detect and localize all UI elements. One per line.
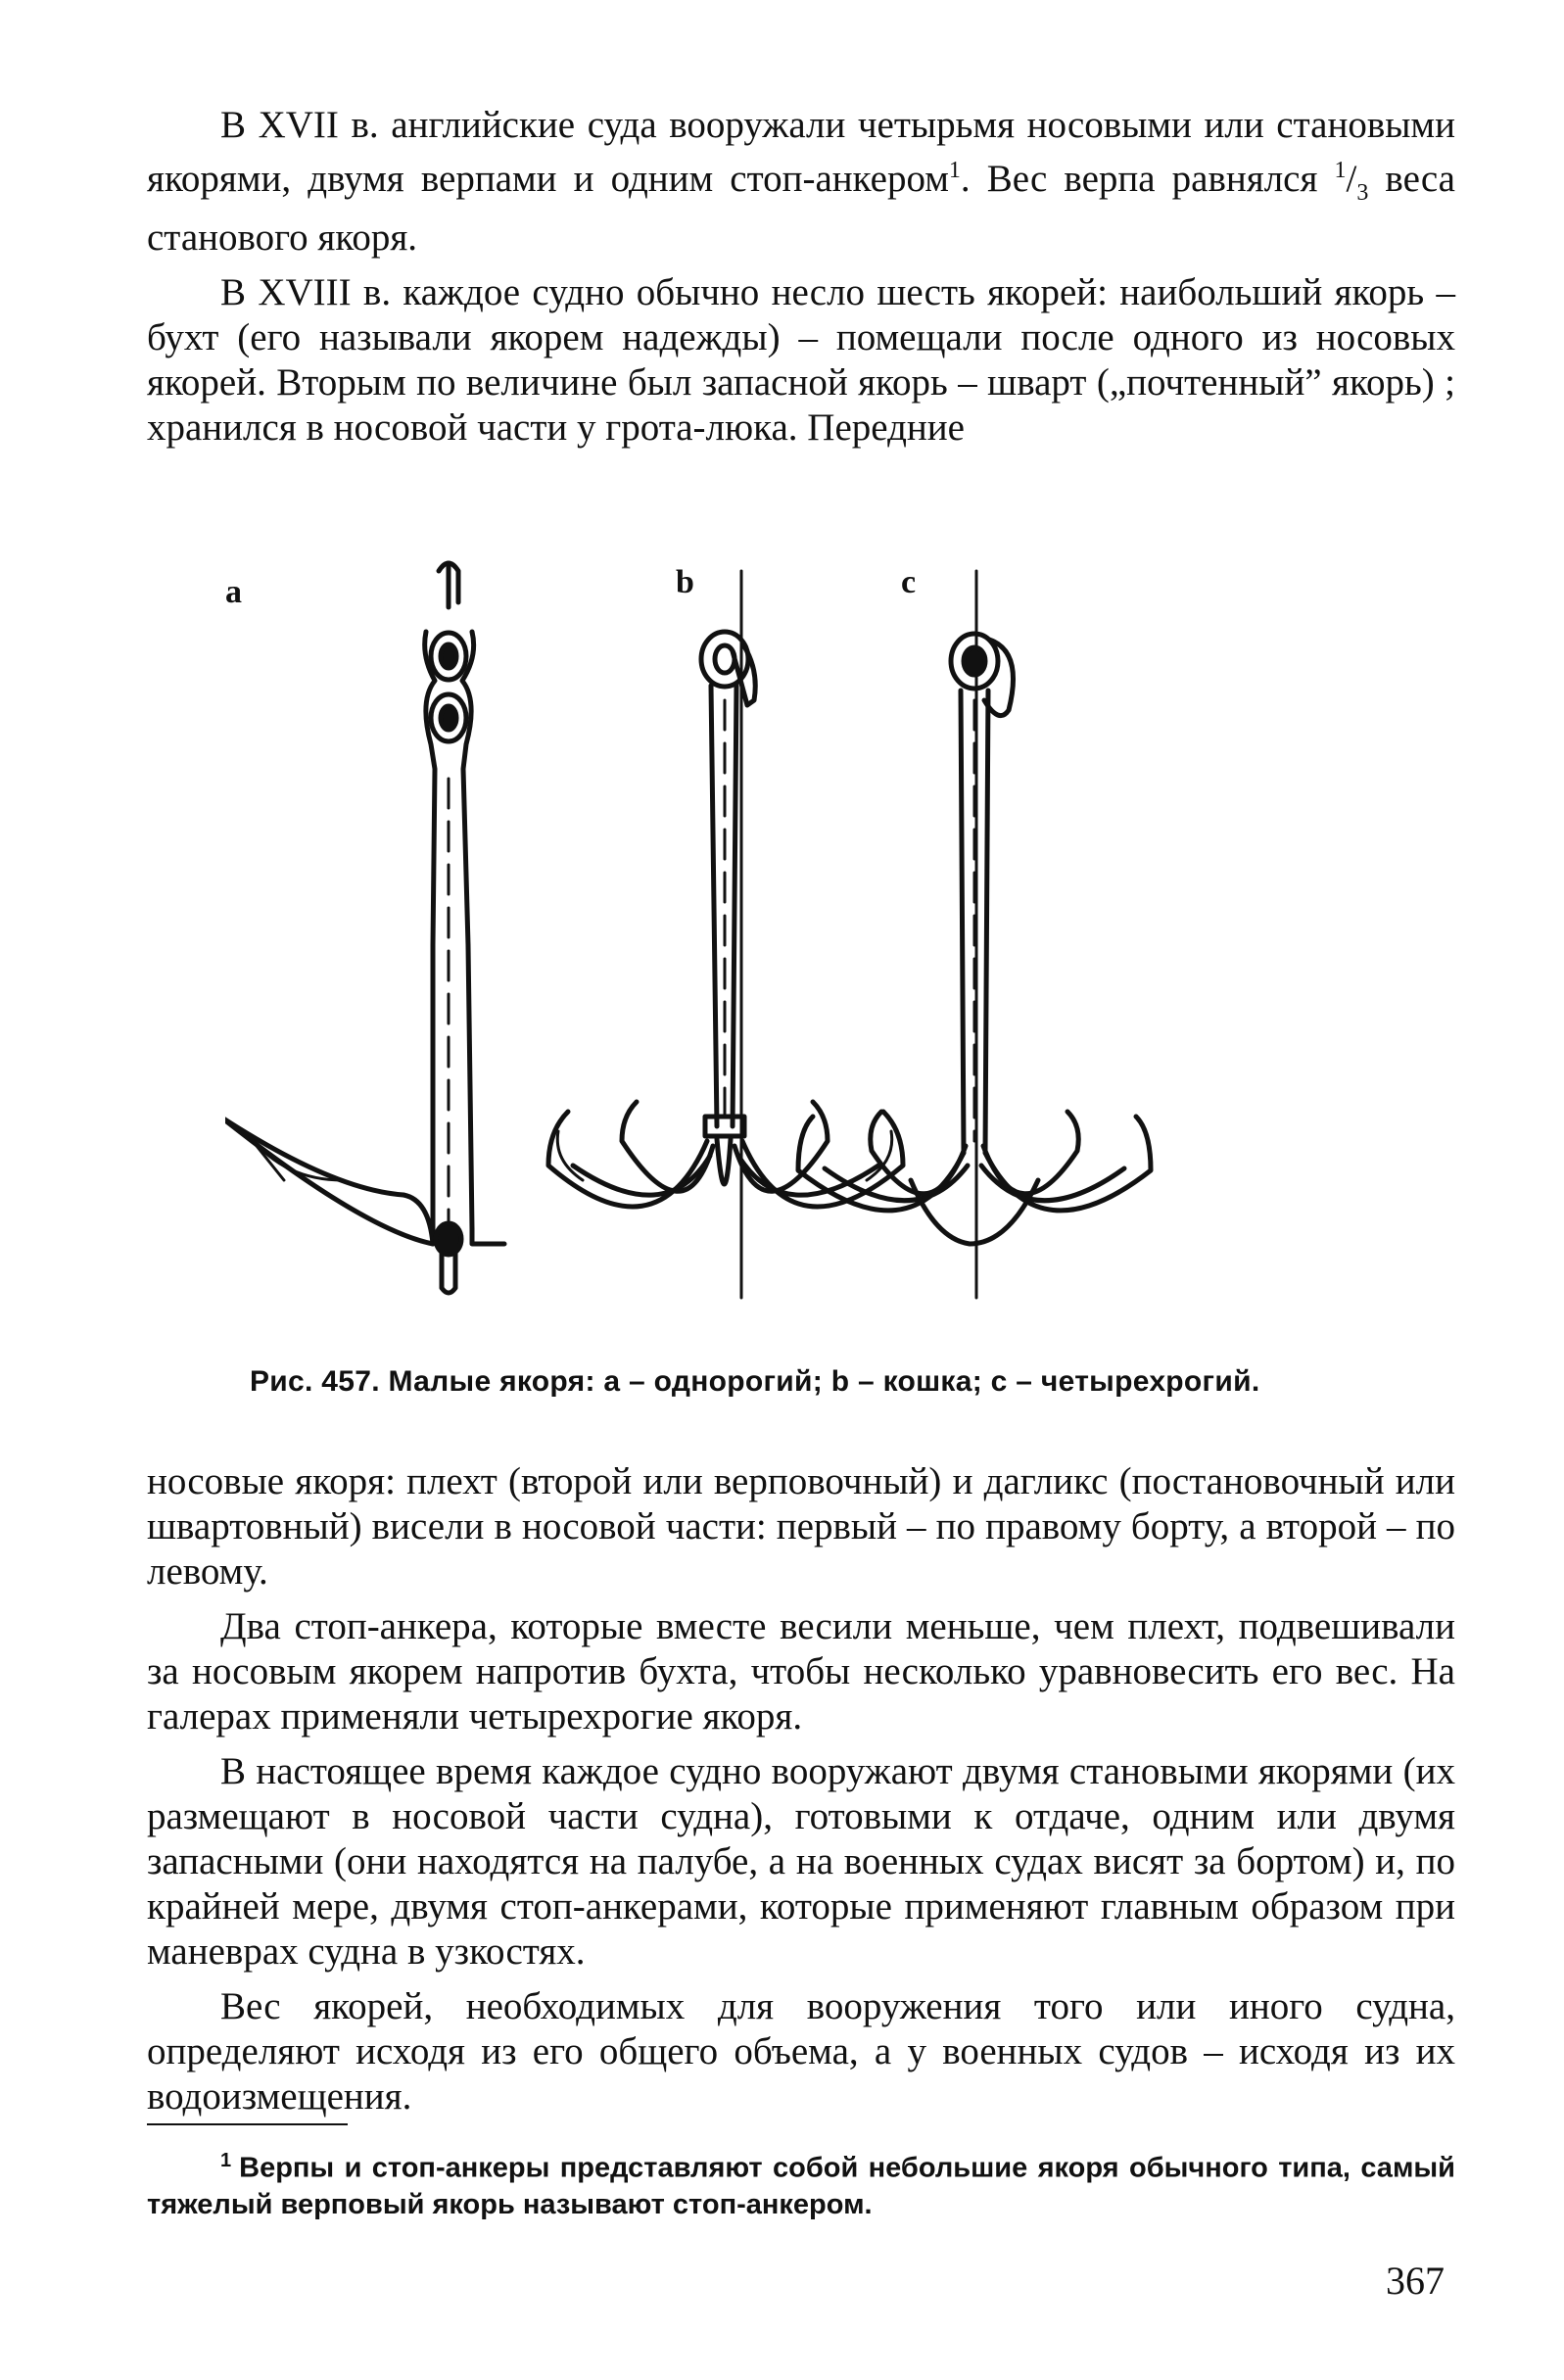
footnote-divider: [147, 2123, 348, 2125]
label-a: a: [225, 574, 242, 610]
footnote-text: Верпы и стоп-анкеры представляют собой небольшие якоря обычного типа, самый тяжелый верповый якорь называют стоп-анкером.: [147, 2152, 1455, 2220]
paragraph-1-end: веса станового якоря.: [147, 158, 1455, 259]
anchor-c-drawing: [798, 571, 1151, 1298]
anchors-figure: [225, 553, 1303, 1317]
paragraph-4: Два стоп-анкера, которые вместе весили меньше, чем плехт, подвешивали за носовым якорем напротив бухта, чтобы несколько уравновесить его вес. На галерах применяли четырехрогие якоря.: [147, 1605, 1455, 1737]
bottom-text-block: [147, 1459, 1455, 2119]
anchors-illustration: [225, 553, 1303, 1317]
label-c: c: [901, 564, 917, 600]
anchor-b-drawing: [548, 571, 903, 1298]
paragraph-1-middle: . Вес верпа равнялся: [960, 158, 1335, 200]
footnote-mark: 1: [220, 2150, 232, 2171]
page-number: 367: [1386, 2259, 1445, 2303]
figure-caption: Рис. 457. Малые якоря: а – однорогий; b – кошка; с – четырехрогий.: [250, 1365, 1260, 1398]
paragraph-3: носовые якоря: плехт (второй или верповочный) и дагликс (постановочный или швартовный) висели в носовой части: первый – по правому борту, а второй – по левому.: [147, 1460, 1455, 1593]
footnote-ref: 1: [948, 158, 961, 183]
paragraph-1: [147, 103, 1455, 261]
fraction-one-third: $^1/_3$: [1334, 158, 1369, 206]
paragraph-1-start: В XVII в. английские суда вооружали четырьмя носовыми или становыми якорями, двумя верпами и одним стоп-анкером: [147, 104, 1455, 200]
top-text-block: [147, 103, 1455, 451]
footnote: [147, 2143, 1455, 2223]
label-b: b: [676, 564, 694, 600]
paragraph-6: Вес якорей, необходимых для вооружения того или иного судна, определяют исходя из его общего объема, а у военных судов – исходя из их водоизмещения.: [147, 1985, 1455, 2118]
anchor-a-drawing: [225, 563, 504, 1293]
paragraph-2: В XVIII в. каждое судно обычно несло шесть якорей: наибольший якорь – бухт (его называли якорем надежды) – помещали после одного из носовых якорей. Вторым по величине был запасной якорь – шварт („почтенный” якорь) ; хранился в носовой части у грота-люка. Передние: [147, 270, 1455, 449]
paragraph-5: В настоящее время каждое судно вооружают двумя становыми якорями (их размещают в носовой части судна), готовыми к отдаче, одним или двумя запасными (они находятся на палубе, а на военных судах висят за бортом) и, по крайней мере, двумя стоп-анкерами, которые применяют главным образом при маневрах судна в узкостях.: [147, 1750, 1455, 1973]
